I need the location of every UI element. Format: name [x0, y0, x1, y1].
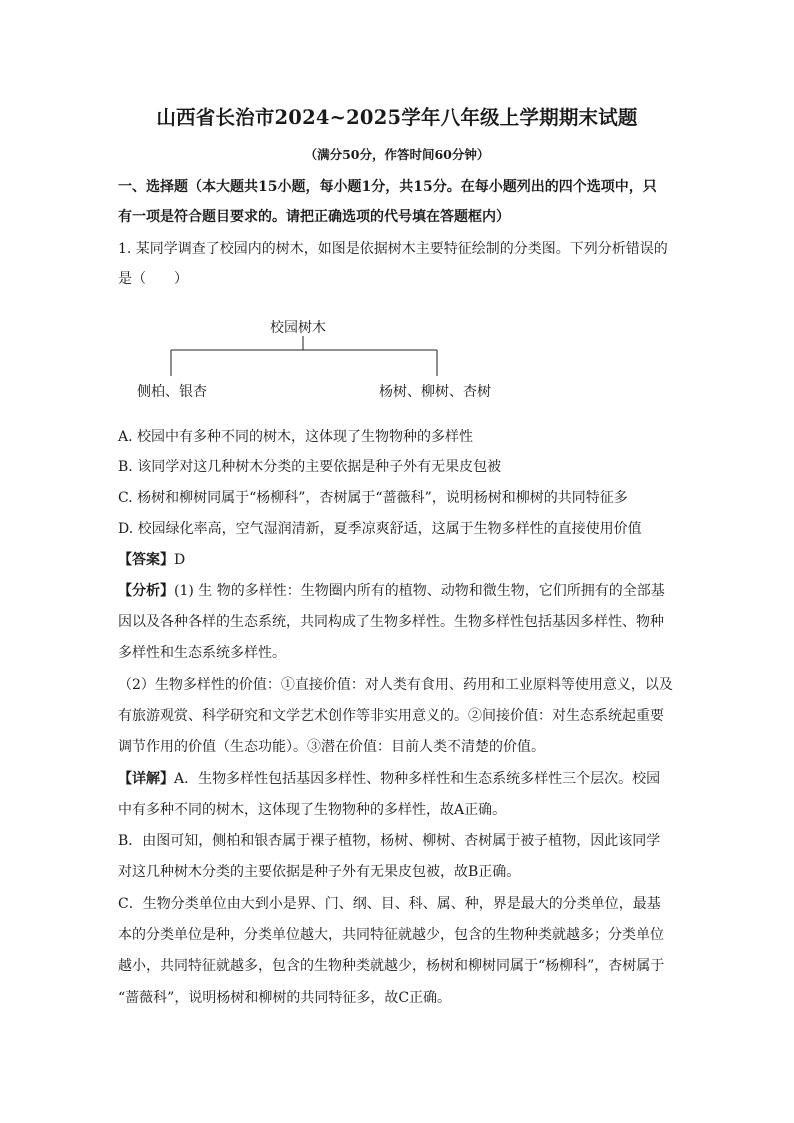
answer-tag: 【答案】 [118, 552, 174, 568]
diagram-left-node: 侧柏、银杏 [137, 384, 207, 400]
analysis-text: (1) 生 物的多样性：生物圈内所有的植物、动物和微生物，它们所拥有的全部基 [174, 583, 665, 599]
option-c: C. 杨树和柳树同属于“杨柳科”，杏树属于“蔷薇科”，说明杨树和柳树的共同特征多 [118, 490, 628, 506]
diagram-root-node: 校园树木 [270, 320, 326, 336]
analysis-text: 多样性和生态系统多样性。 [118, 645, 286, 661]
option-a: A. 校园中有多种不同的树木，这体现了生物物种的多样性 [118, 429, 474, 445]
analysis-text: （2）生物多样性的价值：①直接价值：对人类有食用、药用和工业原料等使用意义，以及 [118, 677, 673, 693]
detail-text: B．由图可知，侧柏和银杏属于裸子植物，杨树、柳树、杏树属于被子植物，因此该同学 [118, 833, 661, 849]
page-title: 山西省长治市2024~2025学年八年级上学期期末试题 [156, 106, 638, 129]
classification-diagram [0, 310, 794, 405]
detail-text: 中有多种不同的树木，这体现了生物物种的多样性，故A正确。 [118, 802, 507, 818]
question-stem: 1. 某同学调查了校园内的树木，如图是依据树木主要特征绘制的分类图。下列分析错误的 [118, 241, 668, 257]
detail-text: C．生物分类单位由大到小是界、门、纲、目、科、属、种，界是最大的分类单位，最基 [118, 896, 661, 912]
answer-line [118, 549, 185, 569]
detail-text: 对这几种树木分类的主要依据是种子外有无果皮包被，故B正确。 [118, 864, 521, 880]
section-heading: 有一项是符合题目要求的。请把正确选项的代号填在答题框内） [118, 209, 510, 225]
option-b: B. 该同学对这几种树木分类的主要依据是种子外有无果皮包被 [118, 459, 502, 475]
detail-tag: 【详解】 [118, 771, 174, 787]
analysis-line [118, 580, 665, 600]
section-heading: 一、选择题（本大题共15小题，每小题1分，共15分。在每小题列出的四个选项中，只 [118, 179, 657, 195]
option-d: D. 校园绿化率高，空气湿润清新，夏季凉爽舒适，这属于生物多样性的直接使用价值 [118, 521, 642, 537]
detail-line [118, 768, 660, 788]
analysis-text: 调节作用的价值（生态功能）。③潜在价值：目前人类不清楚的价值。 [118, 739, 545, 755]
detail-text: A．生物多样性包括基因多样性、物种多样性和生态系统多样性三个层次。校园 [174, 771, 661, 787]
answer-value: D [174, 552, 186, 568]
page-subtitle: （满分50分，作答时间60分钟） [304, 147, 490, 162]
detail-text: “蔷薇科”，说明杨树和柳树的共同特征多，故C正确。 [118, 990, 452, 1006]
detail-text: 本的分类单位是种，分类单位越大，共同特征就越少，包含的生物种类就越多；分类单位 [118, 927, 664, 943]
diagram-right-node: 杨树、柳树、杏树 [379, 384, 491, 400]
analysis-tag: 【分析】 [118, 583, 174, 599]
analysis-text: 有旅游观赏、科学研究和文学艺术创作等非实用意义的。②间接价值：对生态系统起重要 [118, 708, 664, 724]
detail-text: 越小，共同特征就越多，包含的生物种类就越少，杨树和柳树同属于“杨柳科”，杏树属于 [118, 958, 665, 974]
question-stem: 是（ ） [118, 271, 188, 287]
analysis-text: 因以及各种各样的生态系统，共同构成了生物多样性。生物多样性包括基因多样性、物种 [118, 614, 664, 630]
